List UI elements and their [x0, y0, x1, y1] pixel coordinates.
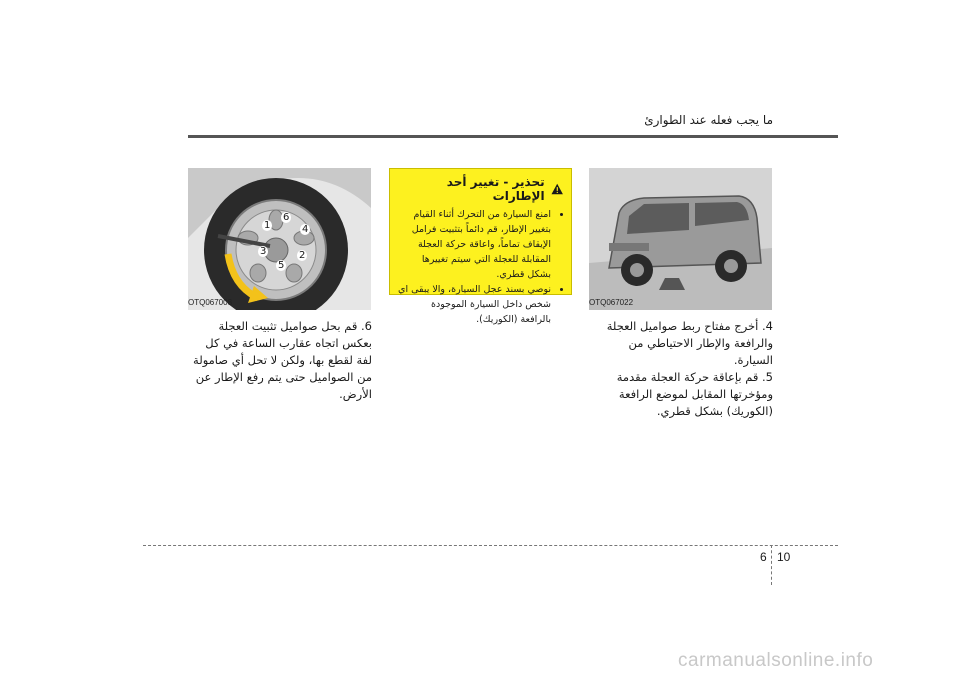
- step-4: 4. أخرج مفتاح ربط صواميل العجلة والرافعة والإطار الاحتياطي من السيارة.: [606, 319, 773, 367]
- warning-header: [398, 175, 563, 203]
- figure-code-right: OTQ067022: [589, 298, 634, 307]
- wheel-number-1: 1: [264, 220, 271, 231]
- footer-dashed-rule: [143, 545, 838, 546]
- wheel-lug-nut-figure: [188, 168, 371, 310]
- warning-box: [389, 168, 572, 325]
- wheel-number-2: 2: [299, 250, 306, 261]
- wheel-number-5: 5: [278, 260, 285, 271]
- vehicle-jack-figure: [589, 168, 772, 310]
- watermark-text: carmanualsonline.info: [678, 650, 874, 671]
- footer-page-divider: [771, 545, 772, 585]
- figure-code-left: OTQ067008: [188, 298, 233, 307]
- steps-right-column: [589, 318, 773, 420]
- warning-title: تحذير - تغيير أحد الإطارات: [446, 175, 545, 203]
- step-6: 6. قم بحل صواميل تثبيت العجلة بعكس اتجاه عقارب الساعة في كل لفة لقطع بها، ولكن لا تحل أي صامولة من الصواميل حتى يتم رفع الإطار عن الأرض.: [193, 319, 372, 401]
- wheel-number-6: 6: [283, 212, 290, 223]
- wheel-number-3: 3: [260, 246, 267, 257]
- section-title: ما يجب فعله عند الطوارئ: [644, 113, 773, 127]
- steps-left-column: [188, 318, 372, 403]
- warning-bullet: • نوصي بسند عجل السيارة، والا يبقى اي شخص داخل السيارة الموجودة بالرافعة (الكوريك).: [398, 282, 551, 327]
- wheel-number-4: 4: [302, 224, 309, 235]
- section-number: 6: [760, 550, 767, 564]
- page-number: 10: [777, 550, 791, 564]
- vehicle-illustration: [589, 168, 772, 310]
- warning-list: [398, 207, 563, 327]
- header-rule: [188, 135, 838, 138]
- warning-triangle-icon: [551, 183, 563, 195]
- step-5: 5. قم بإعاقة حركة العجلة مقدمة ومؤخرتها المقابل لموضع الرافعة (الكوريك) بشكل قطري.: [616, 370, 773, 418]
- wheel-illustration: [188, 168, 371, 310]
- warning-bullet: • امنع السيارة من التحرك أثناء القيام بتغيير الإطار، قم دائماً بتثبيت فرامل الإيقاف تماماً، واعاقة حركة العجلة المقابلة للعجلة التي سيتم تغييرها بشكل قطري.: [398, 207, 551, 282]
